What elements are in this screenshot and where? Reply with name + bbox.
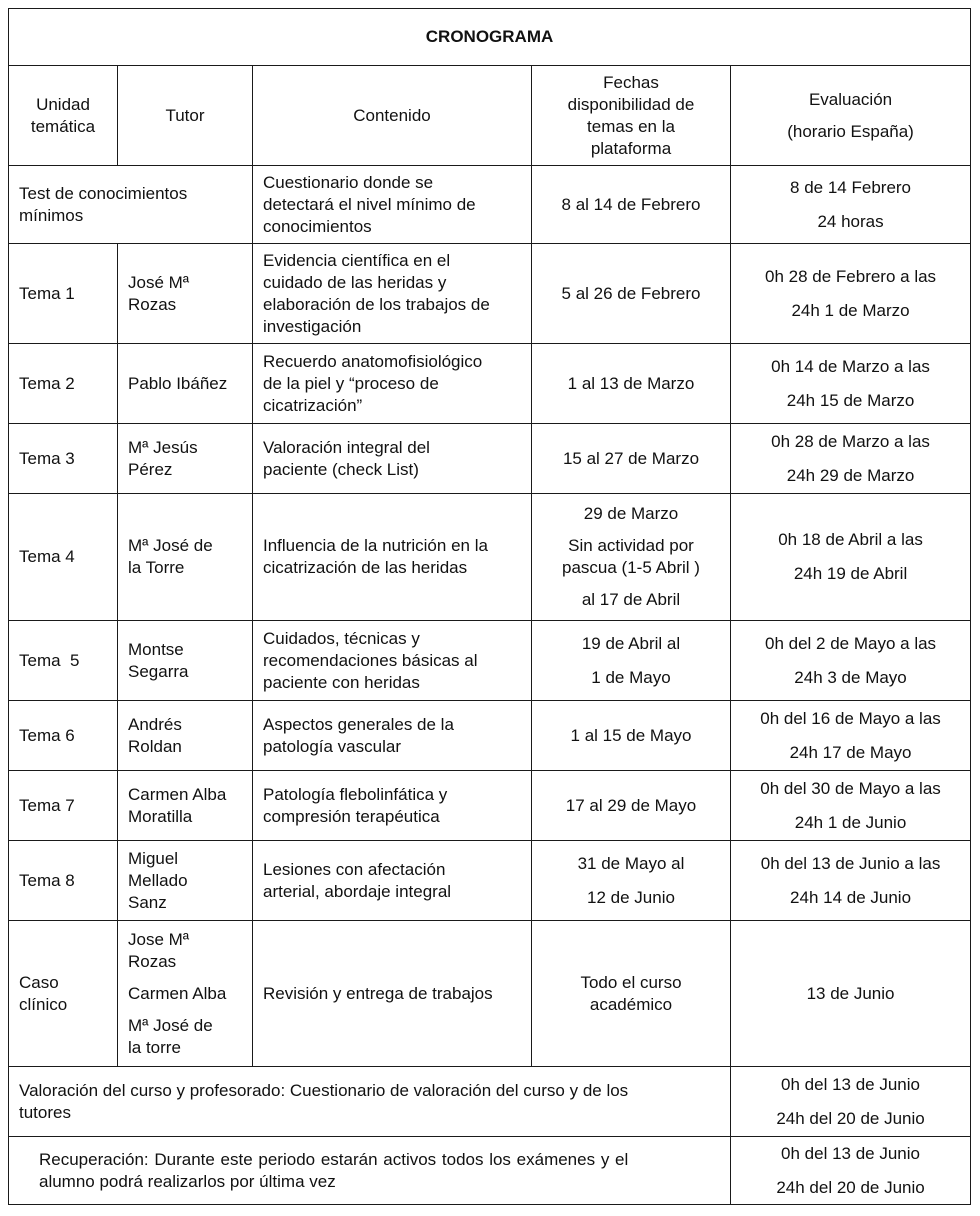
- row-tutor-line: Mª José de: [128, 536, 213, 555]
- row-fechas: 1 al 15 de Mayo: [532, 701, 731, 771]
- caso-fechas: [532, 921, 731, 1067]
- caso-unidad-line: clínico: [19, 994, 68, 1014]
- row-evaluacion: [731, 344, 971, 424]
- caso-tutor-line: Jose Mª: [128, 929, 190, 949]
- row-tutor-line: Mellado: [128, 870, 188, 890]
- row-contenido-line: paciente con heridas: [263, 672, 420, 692]
- row-tutor-line: la Torre: [128, 558, 185, 577]
- row-unidad: Tema 3: [9, 424, 118, 494]
- row-tutor: [118, 621, 253, 701]
- header-evaluacion: [731, 66, 971, 166]
- row-fechas: 15 al 27 de Marzo: [532, 424, 731, 494]
- header-contenido: Contenido: [253, 66, 532, 166]
- row-contenido-line: arterial, abordaje integral: [263, 881, 452, 901]
- table-row: [9, 771, 971, 841]
- valoracion-texto-line: Valoración del curso y profesorado: Cuestionario de valoración del curso y de los: [19, 1080, 629, 1100]
- row-unidad: Tema 8: [9, 841, 118, 921]
- row-evaluacion-line: 24h 29 de Marzo: [786, 465, 915, 485]
- header-fechas-line: temas en la: [587, 116, 675, 136]
- recuperacion-texto: [9, 1137, 731, 1205]
- row-evaluacion: [731, 494, 971, 621]
- row-unidad: Tema 4: [9, 494, 118, 621]
- row-fechas-line: 31 de Mayo al: [577, 853, 685, 873]
- row-contenido-line: de la piel y “proceso de: [263, 373, 439, 393]
- row-tutor: [118, 494, 253, 621]
- table-row: [9, 701, 971, 771]
- row-contenido: [253, 701, 532, 771]
- row-tutor-line: Miguel: [128, 848, 179, 868]
- row-contenido-line: Recuerdo anatomofisiológico: [263, 351, 483, 371]
- cronograma-table: [8, 8, 971, 1205]
- row-contenido: [253, 344, 532, 424]
- row-contenido: [253, 771, 532, 841]
- row-fechas-line: al 17 de Abril: [581, 590, 681, 609]
- row-fechas-line: 19 de Abril al: [581, 633, 681, 653]
- header-tutor: Tutor: [118, 66, 253, 166]
- row-evaluacion-line: 0h 18 de Abril a las: [778, 530, 923, 549]
- row-tutor: [118, 701, 253, 771]
- row-contenido-line: Influencia de la nutrición en la: [263, 536, 488, 555]
- row-evaluacion: [731, 244, 971, 344]
- row-evaluacion: [731, 621, 971, 701]
- test-fechas: 8 al 14 de Febrero: [532, 166, 731, 244]
- title-row: [9, 9, 971, 66]
- caso-contenido: Revisión y entrega de trabajos: [253, 921, 532, 1067]
- recuperacion-texto-line: alumno podrá realizarlos por última vez: [39, 1171, 336, 1191]
- row-tutor-line: Sanz: [128, 892, 167, 912]
- row-contenido-line: recomendaciones básicas al: [263, 650, 478, 670]
- test-unidad-line: mínimos: [19, 205, 84, 225]
- row-evaluacion-line: 24h 19 de Abril: [793, 564, 908, 583]
- table-row: [9, 424, 971, 494]
- test-row: [9, 166, 971, 244]
- header-fechas-line: plataforma: [590, 138, 672, 158]
- header-unidad: [9, 66, 118, 166]
- row-tutor-line: José Mª: [128, 272, 190, 292]
- test-contenido: [253, 166, 532, 244]
- test-unidad-line: Test de conocimientos: [19, 183, 188, 203]
- row-evaluacion-line: 24h 3 de Mayo: [794, 667, 907, 687]
- cronograma-document: [8, 8, 970, 1205]
- row-unidad: Tema 6: [9, 701, 118, 771]
- row-tutor-line: Andrés: [128, 714, 182, 734]
- caso-tutor-line: Mª José de: [128, 1015, 213, 1035]
- row-fechas-line: Sin actividad por: [568, 536, 694, 555]
- table-row: [9, 494, 971, 621]
- row-evaluacion-line: 24h 1 de Junio: [794, 812, 907, 832]
- valoracion-evaluacion-line: 24h del 20 de Junio: [776, 1108, 925, 1128]
- header-unidad-line: Unidad: [36, 94, 90, 114]
- row-tutor-line: Moratilla: [128, 806, 193, 826]
- row-contenido-line: Patología flebolinfática y: [263, 784, 448, 804]
- row-tutor-line: Segarra: [128, 661, 189, 681]
- table-row: [9, 244, 971, 344]
- row-fechas: 5 al 26 de Febrero: [532, 244, 731, 344]
- row-evaluacion: [731, 771, 971, 841]
- caso-unidad-line: Caso: [19, 972, 59, 992]
- row-contenido-line: cuidado de las heridas y: [263, 272, 447, 292]
- row-contenido-line: cicatrización de las heridas: [263, 558, 468, 577]
- row-tutor-line: Pérez: [128, 459, 173, 479]
- row-evaluacion-line: 0h del 30 de Mayo a las: [760, 778, 941, 798]
- caso-evaluacion: 13 de Junio: [731, 921, 971, 1067]
- caso-unidad: [9, 921, 118, 1067]
- row-fechas: 17 al 29 de Mayo: [532, 771, 731, 841]
- recuperacion-evaluacion-line: 0h del 13 de Junio: [781, 1143, 920, 1163]
- row-contenido-line: cicatrización”: [263, 395, 363, 415]
- row-fechas: [532, 621, 731, 701]
- row-evaluacion-line: 0h del 2 de Mayo a las: [765, 633, 937, 653]
- row-fechas-line: pascua (1-5 Abril ): [562, 558, 700, 577]
- caso-tutor-line: Carmen Alba: [128, 983, 227, 1003]
- row-evaluacion-line: 24h 1 de Marzo: [791, 300, 910, 320]
- test-contenido-line: Cuestionario donde se: [263, 172, 434, 192]
- table-row: [9, 344, 971, 424]
- valoracion-evaluacion-line: 0h del 13 de Junio: [781, 1074, 920, 1094]
- row-contenido-line: Lesiones con afectación: [263, 859, 446, 879]
- row-contenido-line: Evidencia científica en el: [263, 250, 451, 270]
- caso-tutor: [118, 921, 253, 1067]
- test-evaluacion: [731, 166, 971, 244]
- row-contenido: [253, 841, 532, 921]
- header-row: [9, 66, 971, 166]
- row-contenido-line: Cuidados, técnicas y: [263, 628, 420, 648]
- valoracion-texto: [9, 1067, 731, 1137]
- recuperacion-texto-line: Recuperación: Durante este periodo estarán activos todos los exámenes y el: [39, 1149, 629, 1169]
- test-contenido-line: conocimientos: [263, 216, 372, 236]
- row-contenido: [253, 244, 532, 344]
- caso-fechas-line: Todo el curso: [580, 972, 682, 992]
- row-contenido-line: investigación: [263, 316, 362, 336]
- row-fechas: 1 al 13 de Marzo: [532, 344, 731, 424]
- test-unidad: [9, 166, 253, 244]
- table-row: [9, 841, 971, 921]
- recuperacion-row: [9, 1137, 971, 1205]
- recuperacion-evaluacion: [731, 1137, 971, 1205]
- row-evaluacion-line: 0h 28 de Marzo a las: [771, 431, 930, 451]
- row-contenido-line: compresión terapéutica: [263, 806, 440, 826]
- row-fechas-line: 29 de Marzo: [583, 504, 679, 523]
- row-tutor-line: Mª Jesús: [128, 437, 198, 457]
- row-unidad: Tema 2: [9, 344, 118, 424]
- row-tutor: [118, 771, 253, 841]
- row-contenido-line: elaboración de los trabajos de: [263, 294, 490, 314]
- header-fechas: [532, 66, 731, 166]
- row-fechas: [532, 494, 731, 621]
- valoracion-evaluacion: [731, 1067, 971, 1137]
- row-evaluacion-line: 0h 14 de Marzo a las: [771, 356, 930, 376]
- row-fechas-line: 1 de Mayo: [591, 667, 671, 687]
- row-contenido: [253, 424, 532, 494]
- row-tutor-line: Carmen Alba: [128, 784, 227, 804]
- row-contenido-line: paciente (check List): [263, 459, 419, 479]
- row-evaluacion-line: 24h 15 de Marzo: [786, 390, 915, 410]
- row-tutor-line: Rozas: [128, 294, 177, 314]
- caso-tutor-line: la torre: [128, 1037, 181, 1057]
- header-unidad-line: temática: [30, 116, 96, 136]
- row-unidad: Tema 1: [9, 244, 118, 344]
- row-evaluacion: [731, 701, 971, 771]
- row-evaluacion: [731, 424, 971, 494]
- test-contenido-line: detectará el nivel mínimo de: [263, 194, 476, 214]
- row-evaluacion: [731, 841, 971, 921]
- row-tutor-line: Roldan: [128, 736, 182, 756]
- row-contenido-line: Aspectos generales de la: [263, 714, 454, 734]
- header-fechas-line: disponibilidad de: [567, 94, 695, 114]
- row-tutor: Pablo Ibáñez: [118, 344, 253, 424]
- row-contenido: [253, 494, 532, 621]
- caso-fechas-line: académico: [589, 994, 673, 1014]
- row-unidad: Tema 7: [9, 771, 118, 841]
- row-evaluacion-line: 24h 17 de Mayo: [789, 742, 912, 762]
- row-contenido-line: patología vascular: [263, 736, 401, 756]
- header-fechas-line: Fechas: [603, 72, 659, 92]
- caso-row: [9, 921, 971, 1067]
- row-contenido-line: Valoración integral del: [263, 437, 430, 457]
- valoracion-row: [9, 1067, 971, 1137]
- header-evaluacion-line: (horario España): [787, 121, 914, 141]
- caso-tutor-line: Rozas: [128, 951, 177, 971]
- valoracion-texto-line: tutores: [19, 1102, 71, 1122]
- row-tutor: [118, 244, 253, 344]
- row-evaluacion-line: 0h 28 de Febrero a las: [765, 266, 937, 286]
- test-evaluacion-line: 8 de 14 Febrero: [790, 177, 912, 197]
- row-tutor: [118, 841, 253, 921]
- row-contenido: [253, 621, 532, 701]
- row-evaluacion-line: 0h del 13 de Junio a las: [760, 853, 941, 873]
- row-unidad: Tema 5: [9, 621, 118, 701]
- recuperacion-evaluacion-line: 24h del 20 de Junio: [776, 1177, 925, 1197]
- table-row: [9, 621, 971, 701]
- row-evaluacion-line: 24h 14 de Junio: [790, 887, 912, 907]
- header-evaluacion-line: Evaluación: [808, 89, 893, 109]
- test-evaluacion-line: 24 horas: [817, 211, 884, 231]
- row-tutor-line: Montse: [128, 639, 184, 659]
- row-evaluacion-line: 0h del 16 de Mayo a las: [760, 708, 941, 728]
- row-fechas-line: 12 de Junio: [587, 887, 675, 907]
- table-title: CRONOGRAMA: [9, 9, 971, 66]
- row-fechas: [532, 841, 731, 921]
- row-tutor: [118, 424, 253, 494]
